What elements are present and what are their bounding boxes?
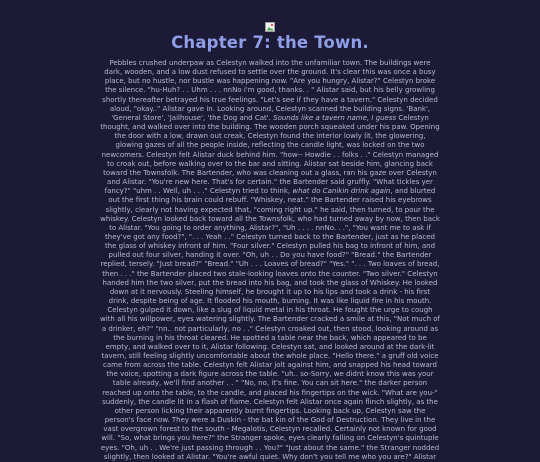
story-italic-thought-2: what do Canikin drink again [292, 187, 391, 196]
story-segment-2: Celestyn thought, and walked over into the building. The wooden porch squeaked under his paw. Opening the door with a low, drawn out creak, Celestyn found the interior lowly lit, the glowering, glowing gazes of all the people inside, reflecting the candle light, was locked on the two newcomers. Celestyn felt Alistar duck behind him. "how-- Howdie . . folks . ." Celestyn managed to croak out, before walking over to the bar and sitting. Alistar sat beside him, glancing back toward the Townsfolk. The Bartender, who was cleaning out a glass, ran his gaze over Celestyn and Alistar. "You're new here. That's for certain." the Bartender said gruffly. "What tickles yer fancy?" "uhm . . Well, uh . . ." Celestyn tried to think, [100, 113, 440, 196]
story-segment-3: , and blurted out the first thing his brain could rebuff. "Whiskey, neat." the Bartender raised his eyebrows slightly, clearly not having expected that, "coming right up." he said, then turned, to pour the whiskey. Celestyn looked back toward all the Townsfolk, who had turned away by now, then back to Alistar. "You going to order anything, Alistar?", "Uh . . . . nnNo. . .", "You want me to ask if they've got any food?", ". . . Yeah . ." Celestyn turned back to the Bartender, just as he placed the glass of whiskey infront of him. "Four silver." Celestyn pulled his bag to infront of him, and pulled out four silver, handing it over. "Oh, uh . . Do you have food?" "Bread." the Bartender replied, tersely. "Just bread?" "Bread." "Uh . . . Loaves of bread?" "Yes." ". . . Two loaves of bread, then . . ." the Bartender placed two stale-looking loaves onto the counter. "Two silver." Celestyn handed him the two silver, put the bread into his bag, and took the glass of Whiskey. He looked down at it nervously. Steeling himself, he brought it up to his lips and took a drink - his first drink, despite being of age. It flooded his mouth, burning. It was like liquid fire in his mouth. Celestyn gulped it down, like a slug of liquid metal in his throat. He fought the urge to cough with all his willpower, eyes watering slightly. The Bartender cracked a smile at this, "Not much of a drinker, eh?" "nn.. not particularly, no . ." Celestyn croaked out, then stood, looking around as the burning in his throat cleared. He spotted a table near the back, which appeared to be empty, and walked over to it, Alistar following. Celestyn sat, and looked around at the dark-lit tavern, still feeling slightly uncomfortable about the whole place. "Hello there." a gruff old voice came from across the table. Celestyn felt Alistar jolt against him, and snapped his head toward the voice, spotting a dark figure across the table. "uh.. so-Sorry, we didnt know this was your table already, we'll find another . . " "No, no, it's fine. You can sit here." the darker person reached up onto the table, to the candle, and placed his fingertips on the wick. "What are you-" suddenly, the candle lit in a flash of flame. Celestyn felt Alistar once again flinch slightly, as the other person licking their apparently burnt fingertips. Looking back up, Celestyn saw the person's face now. They were a Duskin - the bat kin of the God of Destruction. They live in the vast overgrown forest to the south - Megalotis, Celestyn recalled. Certainly not known for good will. "So, what brings you here?" the Stranger spoke, eyes clearly falling on Celestyn's quintuple eyes. "Oh, uh . . We're just passing through . . You?" "Just about the same." the Stranger nodded slightly, then looked at Alistar. "You're awful quiet. Why don't you tell me who you are?" Alistar [100, 187, 441, 461]
chapter-title: Chapter 7: the Town. [171, 33, 369, 52]
story-paragraph [100, 59, 440, 462]
broken-image-icon [265, 17, 275, 27]
story-segment-1: Pebbles crushed underpaw as Celestyn walked into the unfamiliar town. The buildings were dark, wooden, and a low dust refused to settle over the ground. It's clear this was once a busy place, but no hustle, nor bustle was happening now. "Are you hungry, Alistar?" Celestyn broke the silence. "hu-Huh? . . Uhm . . . nnNo i'm good, thanks. . " Alistar said, but his belly growling shortly thereafter betrayed his true feelings. "Let's see if they have a tavern." Celestyn decided aloud, "okay.." Alistar gave in. Looking around, Celestyn scanned the building signs. 'Bank', 'General Store', 'Jailhouse', 'the Dog and Cat'. [102, 59, 438, 122]
story-italic-thought-1: Sounds like a tavern name, I guess [273, 113, 397, 122]
story-text [100, 59, 441, 461]
image-placeholder-icon [265, 22, 275, 32]
